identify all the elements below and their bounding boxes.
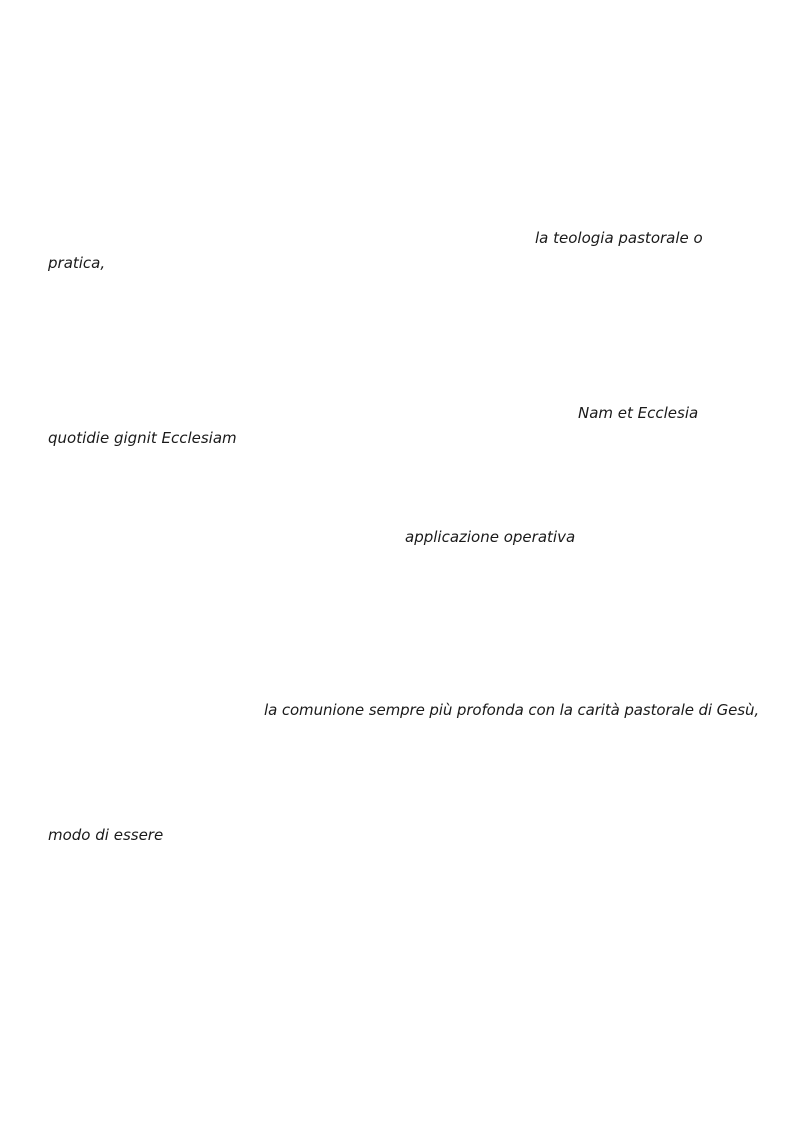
italic-fragment-modo-di-essere: modo di essere [48, 826, 164, 844]
italic-fragment-pratica: pratica, [48, 254, 106, 272]
italic-fragment-comunione: la comunione sempre più profonda con la carità pastorale di Gesù, [264, 701, 760, 719]
italic-fragment-quotidie-gignit: quotidie gignit Ecclesiam [48, 429, 237, 447]
italic-fragment-teologia-pastorale: la teologia pastorale o [535, 229, 703, 247]
italic-fragment-nam-et-ecclesia: Nam et Ecclesia [578, 404, 699, 422]
italic-fragment-applicazione-operativa: applicazione operativa [405, 528, 576, 546]
